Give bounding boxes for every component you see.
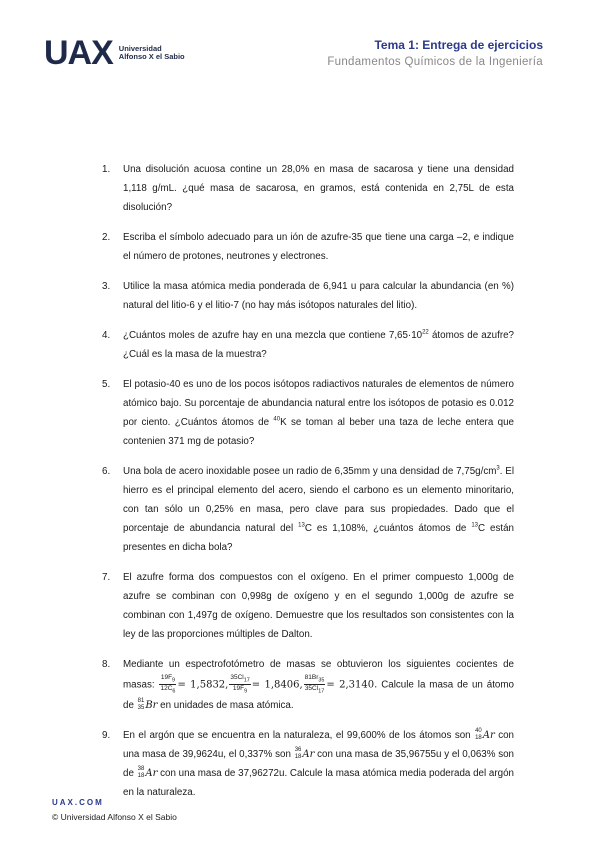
element-symbol: Br bbox=[145, 699, 158, 711]
mass-ratio-fraction bbox=[159, 674, 176, 696]
mass-number: 81 bbox=[137, 698, 145, 704]
isotope-notation bbox=[138, 766, 145, 780]
atomic-number: 9 bbox=[172, 677, 176, 684]
exercise-item bbox=[102, 568, 514, 644]
exercise-item bbox=[102, 160, 514, 217]
isotope-label: 12C bbox=[160, 685, 173, 693]
exercise-item bbox=[102, 277, 514, 315]
ratio-value: = 1,8406, bbox=[251, 679, 303, 691]
mass-number: 40 bbox=[475, 728, 482, 734]
isotope-label: 35Cl bbox=[304, 685, 319, 693]
fraction-denominator bbox=[304, 685, 326, 695]
atomic-number: 35 bbox=[137, 705, 145, 711]
exercise-number: 7. bbox=[102, 572, 111, 583]
mass-number: 36 bbox=[294, 747, 302, 753]
atomic-number: 17 bbox=[243, 677, 250, 684]
superscript: 13 bbox=[471, 522, 478, 529]
exercise-item bbox=[102, 326, 514, 364]
ratio-value: = 2,3140. bbox=[326, 679, 378, 691]
atomic-number: 17 bbox=[318, 688, 325, 695]
logo-mark: UAX bbox=[44, 34, 113, 72]
exercise-number: 9. bbox=[102, 729, 111, 741]
exercise-item bbox=[102, 655, 514, 715]
exercise-number: 1. bbox=[102, 164, 111, 175]
atomic-number: 18 bbox=[475, 735, 482, 741]
exercise-item bbox=[102, 726, 514, 802]
exercise-text bbox=[123, 326, 514, 364]
atomic-number: 6 bbox=[172, 688, 176, 695]
fraction-numerator bbox=[159, 674, 176, 685]
logo-line2: Alfonso X el Sabio bbox=[118, 52, 185, 61]
exercise-text bbox=[123, 375, 514, 451]
exercise-item bbox=[102, 462, 514, 557]
atomic-number: 18 bbox=[137, 773, 145, 779]
isotope-label: 81Br bbox=[304, 674, 319, 681]
text-segment: C están presentes en dicha bola? bbox=[123, 523, 515, 553]
mass-ratio-fraction bbox=[229, 674, 250, 696]
page-header bbox=[0, 0, 599, 90]
isotope-notation bbox=[475, 728, 482, 742]
logo-text bbox=[119, 45, 185, 62]
mass-number: 38 bbox=[137, 766, 145, 772]
text-segment: con una masa de 37,96272u. Calcule la masa atómica media poderada del argón en la naturaleza. bbox=[123, 767, 514, 798]
element-symbol: Ar bbox=[482, 729, 495, 741]
exercise-text bbox=[123, 462, 514, 557]
text-segment: El potasio-40 es uno de los pocos isótopos radiactivos naturales de elementos de número atómico bajo. Su porcentaje de abundancia natural entre los isótopos de potasio es 0.012 por ciento. ¿Cuántos átomos de bbox=[123, 379, 514, 428]
ratio-value: = 1,5832, bbox=[177, 679, 229, 691]
exercise-item bbox=[102, 375, 514, 451]
text-segment: . El hierro es el principal elemento del acero, siendo el carbono es un elemento minoritario, con tan sólo un 0,25% en masa, pero clave para sus propiedades. Dado que el porcentaje de abundancia natural del bbox=[123, 466, 514, 534]
text-segment: Mediante un espectrofotómetro de masas se obtuvieron los siguientes cocientes de masas: bbox=[123, 659, 514, 691]
superscript: 22 bbox=[422, 329, 429, 336]
text-segment: átomos de azufre? ¿Cuál es la masa de la muestra? bbox=[123, 330, 514, 360]
uax-logo bbox=[44, 36, 185, 70]
exercise-number: 3. bbox=[102, 281, 111, 292]
exercise-text: Una disolución acuosa contine un 28,0% en masa de sacarosa y tiene una densidad 1,118 g/mL. ¿qué masa de sacarosa, en gramos, está contenida en 2,75L de esta disolución? bbox=[123, 164, 514, 213]
text-segment: K se toman al beber una taza de leche entera que contenien 371 mg de potasio? bbox=[123, 417, 514, 447]
exercise-text: Utilice la masa atómica media ponderada de 6,941 u para calcular la abundancia (en %) natural del litio-6 y el litio-7 (no hay más isótopos naturales del litio). bbox=[123, 281, 514, 311]
exercise-text bbox=[123, 726, 514, 802]
fraction-denominator bbox=[159, 685, 176, 695]
isotope-notation bbox=[295, 747, 302, 761]
fraction-denominator bbox=[229, 685, 250, 695]
isotope-notation bbox=[138, 698, 145, 712]
superscript: 3 bbox=[496, 465, 500, 472]
document-title: Tema 1: Entrega de ejercicios bbox=[374, 38, 543, 52]
text-segment: con una masa de 35,96755u y el 0,063% son de bbox=[123, 748, 514, 779]
exercise-item bbox=[102, 228, 514, 266]
element-symbol: Ar bbox=[145, 767, 158, 779]
exercise-number: 8. bbox=[102, 659, 111, 670]
atomic-number: 9 bbox=[244, 688, 248, 695]
exercise-number: 2. bbox=[102, 232, 111, 243]
exercise-list bbox=[102, 160, 514, 813]
text-segment: ¿Cuántos moles de azufre hay en una mezcla que contiene 7,65·10 bbox=[123, 330, 423, 341]
text-segment: C es 1,108%, ¿cuántos átomos de bbox=[304, 523, 472, 534]
exercise-number: 6. bbox=[102, 466, 111, 477]
header-titles bbox=[327, 38, 543, 68]
footer-copyright: © Universidad Alfonso X el Sabio bbox=[52, 812, 177, 822]
fraction-numerator bbox=[304, 674, 326, 685]
isotope-label: 19F bbox=[160, 674, 173, 681]
element-symbol: Ar bbox=[302, 748, 315, 760]
document-subtitle: Fundamentos Químicos de la Ingeniería bbox=[327, 56, 543, 68]
footer-url: UAX.COM bbox=[52, 798, 104, 807]
fraction-numerator bbox=[229, 674, 250, 685]
text-segment: Una bola de acero inoxidable posee un radio de 6,35mm y una densidad de 7,75g/cm bbox=[123, 466, 497, 477]
text-segment: en unidades de masa atómica. bbox=[157, 699, 294, 711]
isotope-label: 35Cl bbox=[230, 674, 244, 681]
isotope-label: 19F bbox=[232, 685, 245, 693]
superscript: 40 bbox=[273, 416, 281, 423]
exercise-text: El azufre forma dos compuestos con el oxígeno. En el primer compuesto 1,000g de azufre se combinan con 0,998g de oxígeno y en el segundo 1,000g de azufre se combinan con 1,497g de oxígeno. Demuestre que los resultados son consistentes con la ley de las proporciones múltiples de Dalton. bbox=[123, 572, 514, 640]
logo-line1: Universidad bbox=[118, 43, 162, 53]
exercise-text bbox=[123, 655, 514, 715]
mass-ratio-fraction bbox=[304, 674, 326, 696]
exercise-text: Escriba el símbolo adecuado para un ión de azufre-35 que tiene una carga –2, e indique el número de protones, neutrones y electrones. bbox=[123, 232, 514, 262]
text-segment: con una masa de 39,9624u, el 0,337% son bbox=[123, 729, 514, 760]
superscript: 13 bbox=[298, 522, 305, 529]
text-segment: Calcule la masa de un átomo de bbox=[123, 679, 514, 711]
page-footer bbox=[52, 798, 177, 822]
text-segment: En el argón que se encuentra en la naturaleza, el 99,600% de los átomos son bbox=[123, 729, 475, 741]
atomic-number: 35 bbox=[318, 677, 325, 684]
exercise-number: 5. bbox=[102, 379, 111, 390]
exercise-number: 4. bbox=[102, 330, 111, 341]
atomic-number: 18 bbox=[294, 754, 302, 760]
